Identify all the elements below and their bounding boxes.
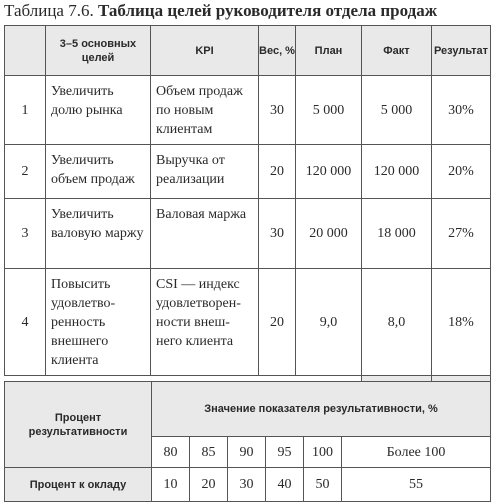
fact-cell: 8,0 [362, 269, 432, 376]
goal-cell: Повысить удовлетво-ренность внешнего клиента [46, 269, 151, 376]
result-cell: 18% [432, 269, 491, 376]
threshold-cell: 80 [152, 437, 190, 468]
kpi-cell: CSI — индекс удовлетворен-ности внеш-него клиента [151, 269, 259, 376]
threshold-cell: 85 [190, 437, 228, 468]
plan-cell: 120 000 [296, 145, 362, 199]
fact-cell: 18 000 [362, 199, 432, 269]
salary-percent-cell: 30 [228, 468, 266, 502]
header-weight: Вес, % [259, 26, 296, 76]
plan-cell: 5 000 [296, 76, 362, 145]
goal-cell: Увеличить валовую маржу [46, 199, 151, 269]
salary-percent-cell: 10 [152, 468, 190, 502]
threshold-cell: 95 [266, 437, 304, 468]
weight-cell: 20 [259, 269, 296, 376]
goals-table [4, 25, 491, 413]
header-number [5, 26, 46, 76]
result-cell: 20% [432, 145, 491, 199]
result-cell: 30% [432, 76, 491, 145]
performance-value-header: Значение показателя результативности, % [152, 382, 491, 437]
kpi-cell: Валовая маржа [151, 199, 259, 269]
bonus-table [4, 381, 491, 502]
kpi-cell: Объем продаж по новым клиентам [151, 76, 259, 145]
plan-cell: 9,0 [296, 269, 362, 376]
row-number: 1 [5, 76, 46, 145]
row-number: 3 [5, 199, 46, 269]
fact-cell: 5 000 [362, 76, 432, 145]
kpi-cell: Выручка от реализации [151, 145, 259, 199]
table-row [5, 145, 491, 199]
salary-percent-cell: 50 [304, 468, 342, 502]
table-row [5, 76, 491, 145]
salary-percent-cell: 55 [342, 468, 491, 502]
caption-title: Таблица целей руководителя отдела продаж [97, 1, 438, 20]
weight-cell: 30 [259, 76, 296, 145]
threshold-cell: 100 [304, 437, 342, 468]
table-row [5, 269, 491, 376]
plan-cell: 20 000 [296, 199, 362, 269]
row-number: 4 [5, 269, 46, 376]
salary-percent-cell: 20 [190, 468, 228, 502]
header-goals: 3–5 основных целей [46, 26, 151, 76]
salary-percent-row [5, 468, 491, 502]
threshold-cell: Более 100 [342, 437, 491, 468]
fact-cell: 120 000 [362, 145, 432, 199]
result-cell: 27% [432, 199, 491, 269]
goals-table-header-row [5, 26, 491, 76]
header-plan: План [296, 26, 362, 76]
weight-cell: 20 [259, 145, 296, 199]
table-caption [4, 0, 437, 22]
weight-cell: 30 [259, 199, 296, 269]
row-number: 2 [5, 145, 46, 199]
header-result: Результат [432, 26, 491, 76]
caption-prefix: Таблица 7.6. [4, 1, 94, 20]
header-kpi: KPI [151, 26, 259, 76]
salary-percent-cell: 40 [266, 468, 304, 502]
bonus-header-row [5, 382, 491, 437]
performance-percent-header: Процент результативности [5, 382, 152, 468]
header-fact: Факт [362, 26, 432, 76]
table-row [5, 199, 491, 269]
salary-percent-header: Процент к окладу [5, 468, 152, 502]
goal-cell: Увеличить долю рынка [46, 76, 151, 145]
goal-cell: Увеличить объем продаж [46, 145, 151, 199]
threshold-cell: 90 [228, 437, 266, 468]
